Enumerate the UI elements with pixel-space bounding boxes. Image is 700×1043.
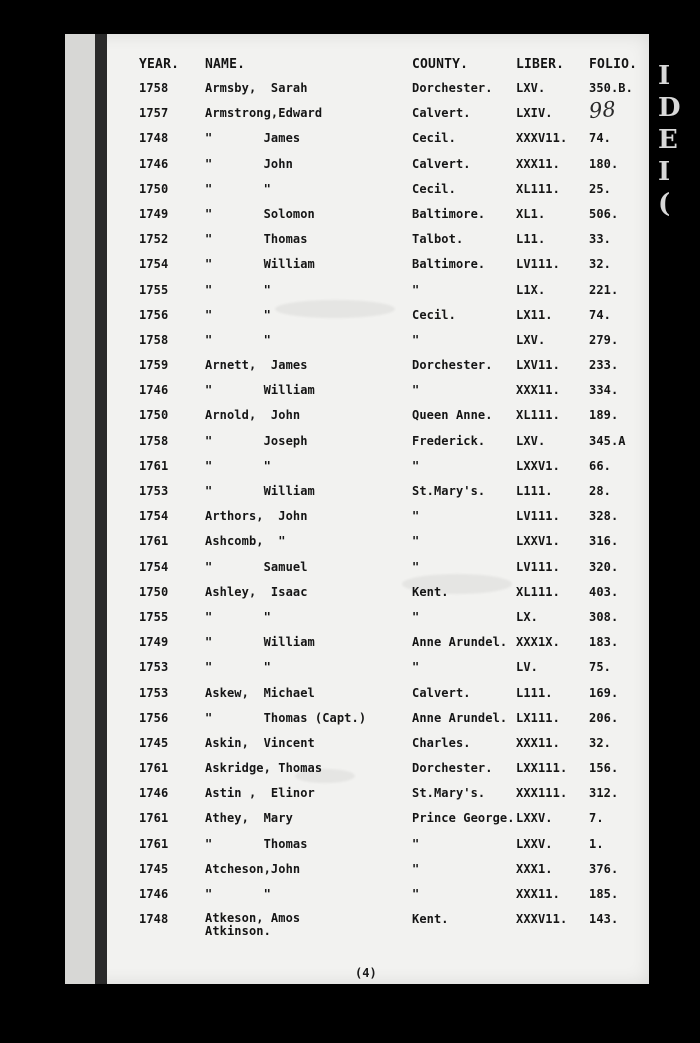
county-cell: Charles. (412, 735, 471, 750)
ink-smudge (402, 574, 512, 594)
year-cell: 1757 (139, 106, 169, 121)
folio-cell: 345.A (589, 433, 626, 448)
folio-cell: 28. (589, 484, 611, 498)
county-cell: Kent. (412, 912, 449, 927)
name-cell: Arnett, James (205, 358, 308, 373)
liber-cell: LXXV. (516, 836, 553, 851)
year-cell: 1759 (139, 358, 169, 373)
county-cell: St.Mary's. (412, 484, 486, 498)
liber-cell: XXX11. (516, 383, 560, 398)
county-cell: " (412, 609, 420, 624)
name-cell: Armsby, Sarah (205, 81, 308, 95)
folio-cell: 233. (589, 358, 619, 373)
liber-cell: LX11. (516, 307, 553, 322)
margin-letter: D (658, 93, 681, 123)
liber-column-header: LIBER. (516, 57, 565, 72)
page-number: (4) (355, 966, 377, 980)
name-cell: " " (205, 887, 271, 901)
name-cell: Askridge, Thomas (205, 761, 323, 776)
folio-cell: 74. (589, 131, 611, 146)
table-row (65, 430, 649, 455)
folio-cell: 403. (589, 584, 619, 599)
folio-cell: 156. (589, 761, 619, 776)
table-row (65, 707, 649, 732)
year-cell: 1761 (139, 458, 169, 473)
table-row (65, 228, 649, 253)
name-cell: Athey, Mary (205, 811, 293, 826)
margin-letter: I (658, 157, 671, 187)
record-page (65, 34, 649, 984)
year-cell: 1749 (139, 206, 169, 221)
name-cell: " " (205, 332, 271, 347)
liber-cell: LX111. (516, 710, 560, 725)
table-row (65, 178, 649, 203)
county-cell: " (412, 559, 420, 574)
county-cell: Anne Arundel. (412, 710, 508, 725)
year-cell: 1756 (139, 307, 169, 322)
county-cell: Prince George. (412, 811, 515, 826)
folio-cell: 7. (589, 811, 604, 826)
folio-cell: 74. (589, 307, 611, 322)
margin-letter: E (658, 125, 678, 155)
year-cell: 1746 (139, 383, 169, 398)
liber-cell: L111. (516, 484, 553, 498)
county-cell: Kent. (412, 584, 449, 599)
liber-cell: LX. (516, 609, 538, 624)
liber-cell: LXX111. (516, 761, 568, 776)
table-row (65, 329, 649, 354)
year-cell: 1756 (139, 710, 169, 725)
county-cell: " (412, 534, 420, 549)
county-cell: " (412, 509, 420, 524)
name-cell: " William (205, 257, 315, 272)
table-row (65, 581, 649, 606)
table-row (65, 833, 649, 858)
ink-smudge (295, 769, 355, 783)
year-cell: 1754 (139, 257, 169, 272)
year-cell: 1746 (139, 156, 169, 171)
county-cell: Baltimore. (412, 257, 486, 272)
liber-cell: XL111. (516, 584, 560, 599)
year-cell: 1753 (139, 660, 169, 675)
year-cell: 1761 (139, 811, 169, 826)
folio-cell: 328. (589, 509, 619, 524)
liber-cell: LXXV1. (516, 534, 560, 549)
liber-cell: LV111. (516, 509, 560, 524)
year-cell: 1750 (139, 584, 169, 599)
liber-cell: XXX11. (516, 735, 560, 750)
liber-cell: LXXV. (516, 811, 553, 826)
county-cell: " (412, 383, 420, 398)
table-row (65, 807, 649, 832)
folio-cell: 376. (589, 861, 619, 876)
county-cell: Baltimore. (412, 206, 486, 221)
right-margin-letters (650, 60, 690, 290)
year-cell: 1761 (139, 534, 169, 549)
folio-cell: 32. (589, 257, 611, 272)
year-cell: 1753 (139, 685, 169, 700)
year-cell: 1761 (139, 761, 169, 776)
year-cell: 1746 (139, 887, 169, 901)
folio-cell: 33. (589, 232, 611, 247)
folio-cell: 25. (589, 181, 611, 196)
county-cell: Dorchester. (412, 358, 493, 373)
handwritten-folio-annotation: 98 (588, 96, 617, 124)
county-cell: Cecil. (412, 307, 456, 322)
folio-cell: 75. (589, 660, 611, 675)
table-row (65, 102, 649, 127)
table-row (65, 379, 649, 404)
liber-cell: XXX11. (516, 156, 560, 171)
county-cell: Calvert. (412, 685, 471, 700)
liber-cell: XXXV11. (516, 912, 568, 927)
liber-cell: LXV. (516, 433, 546, 448)
county-cell: Cecil. (412, 131, 456, 146)
folio-cell: 180. (589, 156, 619, 171)
table-row (65, 631, 649, 656)
ink-smudge (275, 300, 395, 318)
table-row (65, 732, 649, 757)
name-cell: " " (205, 181, 271, 196)
folio-cell: 66. (589, 458, 611, 473)
county-cell: " (412, 836, 420, 851)
table-row (65, 782, 649, 807)
folio-cell: 506. (589, 206, 619, 221)
margin-letter: I (658, 61, 671, 91)
folio-cell: 279. (589, 332, 619, 347)
folio-cell: 350.B. (589, 81, 633, 95)
folio-cell: 169. (589, 685, 619, 700)
table-row (65, 505, 649, 530)
liber-cell: LXXV1. (516, 458, 560, 473)
name-cell: " " (205, 458, 271, 473)
year-cell: 1748 (139, 912, 169, 927)
name-cell: Arthors, John (205, 509, 308, 524)
liber-cell: LV111. (516, 559, 560, 574)
table-row (65, 127, 649, 152)
folio-cell: 308. (589, 609, 619, 624)
table-row (65, 455, 649, 480)
name-cell: Atcheson,John (205, 861, 301, 876)
liber-cell: LXIV. (516, 106, 553, 121)
year-cell: 1758 (139, 81, 169, 95)
county-cell: " (412, 660, 420, 675)
table-row (65, 656, 649, 681)
name-cell: Ashcomb, " (205, 534, 286, 549)
name-cell: " William (205, 484, 315, 498)
table-row (65, 908, 649, 939)
county-cell: Frederick. (412, 433, 486, 448)
county-cell: Cecil. (412, 181, 456, 196)
folio-cell: 1. (589, 836, 604, 851)
name-cell: " " (205, 282, 271, 297)
table-row (65, 682, 649, 707)
county-cell: Talbot. (412, 232, 464, 247)
liber-cell: L11. (516, 232, 546, 247)
county-cell: Calvert. (412, 106, 471, 121)
name-cell: Arnold, John (205, 408, 301, 423)
year-cell: 1750 (139, 408, 169, 423)
table-row (65, 153, 649, 178)
liber-cell: LV. (516, 660, 538, 675)
table-header (65, 57, 649, 75)
name-column-header: NAME. (205, 57, 246, 72)
liber-cell: L111. (516, 685, 553, 700)
year-cell: 1746 (139, 786, 169, 801)
year-cell: 1745 (139, 735, 169, 750)
liber-cell: LXV. (516, 81, 546, 95)
table-row (65, 883, 649, 908)
year-cell: 1755 (139, 282, 169, 297)
name-cell: " William (205, 383, 315, 398)
year-cell: 1748 (139, 131, 169, 146)
name-cell: " Joseph (205, 433, 308, 448)
name-cell: " Thomas (205, 232, 308, 247)
year-column-header: YEAR. (139, 57, 180, 72)
table-row (65, 757, 649, 782)
name-cell: " Solomon (205, 206, 315, 221)
liber-cell: LXV11. (516, 358, 560, 373)
liber-cell: XXX111. (516, 786, 568, 801)
year-cell: 1750 (139, 181, 169, 196)
name-cell: " " (205, 609, 271, 624)
year-cell: 1753 (139, 484, 169, 498)
table-row (65, 606, 649, 631)
liber-cell: LV111. (516, 257, 560, 272)
table-row (65, 858, 649, 883)
county-column-header: COUNTY. (412, 57, 469, 72)
county-cell: Anne Arundel. (412, 635, 508, 650)
liber-cell: XXX1. (516, 861, 553, 876)
folio-cell: 316. (589, 534, 619, 549)
year-cell: 1754 (139, 559, 169, 574)
folio-cell: 221. (589, 282, 619, 297)
liber-cell: XXX1X. (516, 635, 560, 650)
folio-cell: 206. (589, 710, 619, 725)
year-cell: 1761 (139, 836, 169, 851)
county-cell: Dorchester. (412, 81, 493, 95)
county-cell: Dorchester. (412, 761, 493, 776)
county-cell: " (412, 861, 420, 876)
name-cell: Armstrong,Edward (205, 106, 323, 121)
name-cell: " James (205, 131, 301, 146)
year-cell: 1754 (139, 509, 169, 524)
folio-cell: 312. (589, 786, 619, 801)
folio-column-header: FOLIO. (589, 57, 638, 72)
liber-cell: LXV. (516, 332, 546, 347)
folio-cell: 143. (589, 912, 619, 927)
name-cell: " John (205, 156, 293, 171)
county-cell: Queen Anne. (412, 408, 493, 423)
folio-cell: 334. (589, 383, 619, 398)
county-cell: St.Mary's. (412, 786, 486, 801)
name-cell: " William (205, 635, 315, 650)
liber-cell: XL111. (516, 408, 560, 423)
name-cell: " " (205, 660, 271, 675)
name-cell: " Thomas (205, 836, 308, 851)
year-cell: 1745 (139, 861, 169, 876)
name-cell: Askin, Vincent (205, 735, 315, 750)
year-cell: 1758 (139, 332, 169, 347)
county-cell: " (412, 458, 420, 473)
name-cell: Ashley, Isaac (205, 584, 308, 599)
county-cell: " (412, 332, 420, 347)
folio-cell: 320. (589, 559, 619, 574)
liber-cell: XXX11. (516, 887, 560, 901)
table-row (65, 404, 649, 429)
name-cell: Astin , Elinor (205, 786, 315, 801)
county-cell: " (412, 887, 420, 901)
name-cell: " " (205, 307, 271, 322)
folio-cell: 189. (589, 408, 619, 423)
county-cell: Calvert. (412, 156, 471, 171)
name-cell: " Samuel (205, 559, 308, 574)
folio-cell: 183. (589, 635, 619, 650)
table-row (65, 354, 649, 379)
name-cell: " Thomas (Capt.) (205, 710, 367, 725)
liber-cell: XL111. (516, 181, 560, 196)
year-cell: 1758 (139, 433, 169, 448)
year-cell: 1749 (139, 635, 169, 650)
table-row (65, 530, 649, 555)
record-table (65, 77, 649, 939)
table-row (65, 556, 649, 581)
folio-cell: 185. (589, 887, 619, 901)
name-cell: Atkeson, Amos Atkinson. (205, 911, 301, 939)
table-row (65, 480, 649, 505)
folio-cell: 32. (589, 735, 611, 750)
county-cell: " (412, 282, 420, 297)
margin-letter: ( (658, 189, 671, 219)
liber-cell: XXXV11. (516, 131, 568, 146)
name-cell: Askew, Michael (205, 685, 315, 700)
table-row (65, 77, 649, 102)
table-row (65, 253, 649, 278)
liber-cell: XL1. (516, 206, 546, 221)
liber-cell: L1X. (516, 282, 546, 297)
table-row (65, 203, 649, 228)
year-cell: 1752 (139, 232, 169, 247)
year-cell: 1755 (139, 609, 169, 624)
